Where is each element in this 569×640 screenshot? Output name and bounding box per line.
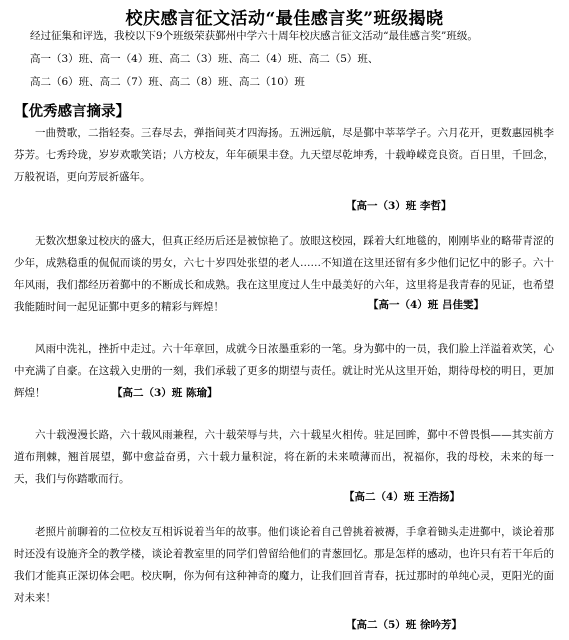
excerpt-signature: 【高二（5）班 徐吟芳】 <box>346 619 462 631</box>
excerpt-signature: 【高一（4）班 吕佳雯】 <box>368 299 484 311</box>
excerpt-text: 老照片前聊着的二位校友互相诉说着当年的故事。他们谈论着自己曾挑着被褥，手拿着锄头走进鄞中，谈论着那时还没有设施齐全的教学楼，谈论着教室里的同学们曾留给他们的青葱回忆。那是怎样的感动，也许只有若干年后的我们才能真正深切体会吧。校庆啊，你为何有这种神奇的魔力，让我们回首青春，抚过那时的单纯心灵，更阳光的面对未来！ <box>14 526 554 604</box>
page-title: 校庆感言征文活动“最佳感言奖”班级揭晓 <box>125 9 444 29</box>
excerpt-text: 六十载漫漫长路，六十载风雨兼程，六十载荣辱与共，六十载星火相传。驻足回眸，鄞中不曾畏惧——其实前方道布荆棘，翘首展望，鄞中愈益奋勇，六十载力量积淀，将在新的未来喷薄而出，祝福你，我的母校，未来的每一天，我们与你踏歌而行。 <box>14 429 554 485</box>
award-class-list-line: 高二（6）班、高二（7）班、高二（8）班、高二（10）班 <box>30 76 305 88</box>
excerpt-signature: 【高二（3）班 陈瑜】 <box>112 387 218 399</box>
excerpt-text: 一曲赞歌，二指轻奏。三春尽去，弹指间英才四海扬。五洲远航，尽是鄞中莘莘学子。六月花开，更数惠园桃李芬芳。七秀玲珑，岁岁欢歌笑语；八方校友，年年硕果丰登。九天望尽乾坤秀，十载峥嵘竞良资。百日里，千回念，万般祝语，更向芳辰祈盛年。 <box>14 127 554 183</box>
excerpt-signature: 【高一（3）班 李哲】 <box>346 200 452 212</box>
award-class-list-line: 高一（3）班、高一（4）班、高二（3）班、高二（4）班、高二（5）班、 <box>30 53 379 65</box>
excerpt-text: 无数次想象过校庆的盛大，但真正经历后还是被惊艳了。放眼这校园，踩着大红地毯的，刚刚毕业的略带青涩的少年，成熟稳重的侃侃而谈的男女，六七十岁四处张望的老人……不知道在这里还留有多少他们记忆中的影子。六十年风雨，我们都经历着鄞中的不断成长和成熟。我在这里度过人生中最美好的六年，这里将是我青春的见证，也希望我能随时间一起见证鄞中更多的精彩与辉煌！ <box>14 235 554 313</box>
intro-text: 经过征集和评选，我校以下9个班级荣获鄞州中学六十周年校庆感言征文活动“最佳感言奖”班级。 <box>30 30 478 42</box>
excerpt-signature: 【高二（4）班 王浩扬】 <box>344 491 460 503</box>
excerpt-text: 风雨中洗礼，挫折中走过。六十年章回，成就今日浓墨重彩的一笔。身为鄞中的一员，我们脸上洋溢着欢笑，心中充满了自豪。在这载入史册的一刻，我们承载了更多的期望与责任。就让时光从这里开始，期待母校的明日，更加辉煌！ <box>14 343 554 399</box>
section-heading: 【优秀感言摘录】 <box>14 103 130 120</box>
